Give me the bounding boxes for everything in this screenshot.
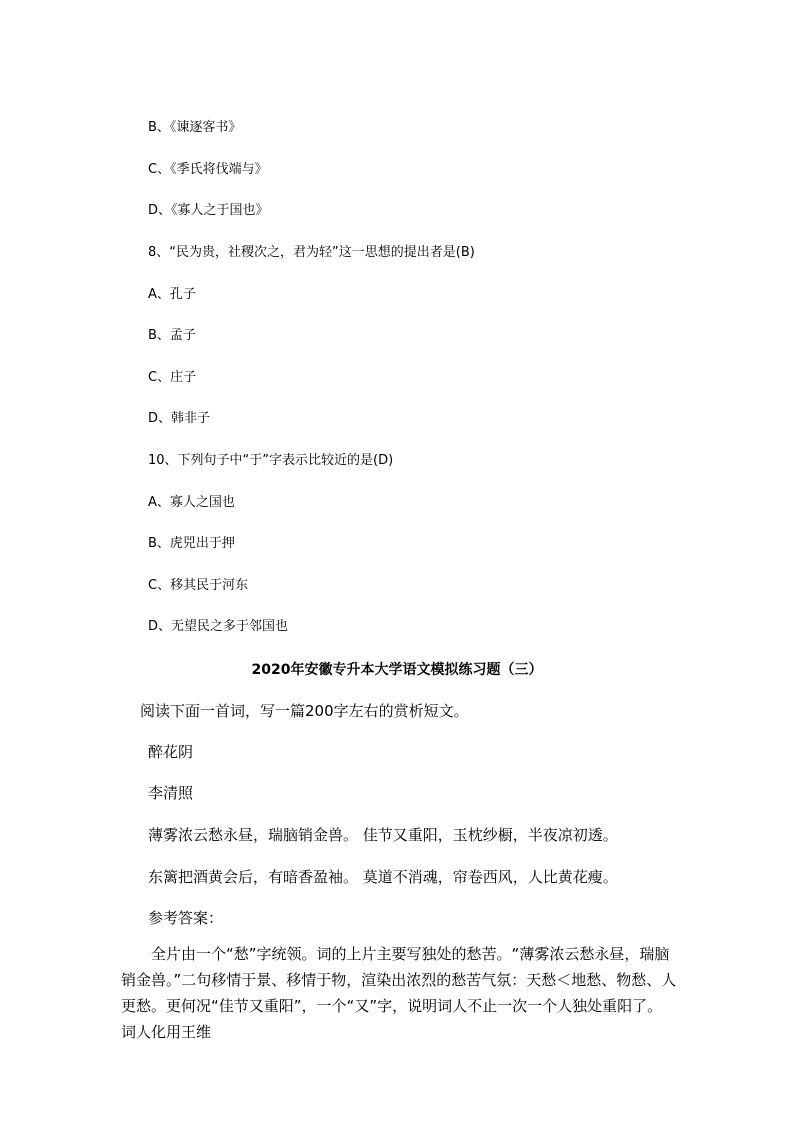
option-line: B、孟子 [148, 328, 196, 343]
poem-author: 李清照 [148, 784, 194, 802]
option-line: D、无望民之多于邻国也 [148, 619, 289, 634]
option-line: A、孔子 [148, 287, 196, 302]
instruction-line: 阅读下面一首词，写一篇200字左右的赏析短文。 [140, 702, 469, 720]
option-line: B、虎兕出于押 [148, 536, 235, 551]
option-line: B、《谏逐客书》 [148, 120, 242, 135]
question-line: 8、“民为贵，社稷次之，君为轻”这一思想的提出者是(B) [148, 245, 475, 260]
option-line: D、韩非子 [148, 411, 211, 426]
answer-paragraph: 全片由一个“愁”字统领。词的上片主要写独处的愁苦。“薄雾浓云愁永昼，瑞脑销金兽。”二句移情于景、移情于物，渲染出浓烈的愁苦气氛：天愁＜地愁、物愁、人更愁。更何况“佳节又重阳”，一个“又”字，说明词人不止一次一个人独处重阳了。词人化用王维 [121, 945, 677, 1041]
poem-title: 醉花阴 [148, 743, 194, 761]
option-line: D、《寡人之于国也》 [148, 203, 269, 218]
option-line: C、移其民于河东 [148, 578, 249, 593]
poem-verse: 东篱把酒黄会后，有暗香盈袖。 莫道不消魂，帘卷西风，人比黄花瘦。 [148, 868, 618, 886]
option-line: C、庄子 [148, 370, 197, 385]
option-line: A、寡人之国也 [148, 495, 235, 510]
question-line: 10、下列句子中“于”字表示比较近的是(D) [148, 453, 394, 468]
section-title: 2020年安徽专升本大学语文模拟练习题（三） [251, 662, 543, 678]
answer-label: 参考答案： [148, 909, 224, 927]
option-line: C、《季氏将伐端与》 [148, 162, 268, 177]
poem-verse: 薄雾浓云愁永昼，瑞脑销金兽。 佳节又重阳，玉枕纱橱，半夜凉初透。 [148, 826, 618, 844]
